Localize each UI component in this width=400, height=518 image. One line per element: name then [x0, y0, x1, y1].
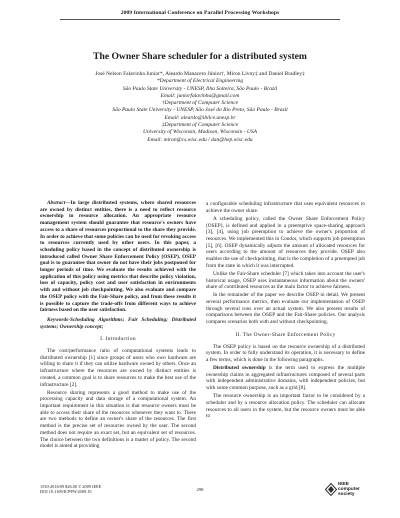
abstract: [40, 200, 196, 314]
section-heading-introduction: I. Introduction: [100, 336, 136, 343]
abstract-text: —In large distributed systems, where shared resources are owned by distinct entities, there is a need to reflect resource ownership in resource allocation. An appropriate resource management system should guarantee that resource's owners have access to a share of resources proportional to the share they provide. In order to achieve that some policies can be used for revoking access to resources currently used by other users. In this paper, a scheduling policy based in the concept of distributed ownership is introduced called Owner Share Enforcement Policy (OSEP). OSEP goal is to guarantee that owner do not have their jobs postponed for longer periods of time. We evaluate the results achieved with the application of this policy using metrics that describe policy violation, loss of capacity, policy cost and user satisfaction in environments with and without job checkpointing. We also evaluate and compare the OSEP policy with the Fair-Share policy, and from these results it is possible to capture the trade-offs from different ways to achieve fairness based on the user satisfaction.: [40, 200, 196, 314]
keywords-text: Keywords-Scheduling Algorithms; Fair Scheduling; Distributed systems; Ownership concept;: [40, 316, 196, 330]
abstract-label: Abstract: [47, 200, 66, 206]
left-column: [40, 200, 196, 451]
affiliation-2-university: São Paulo State University - UNESP, São José do Rio Preto, São Paulo - Brazil: [112, 107, 288, 114]
affiliation-1-department: *Department of Electrical Engineering: [156, 78, 244, 85]
affiliation-2-email: Email: aleardo@ibilce.unesp.br: [164, 114, 236, 121]
body-paragraph-6-text: is the term used to express the multiple ownership claims in aggregated infrastructures composed of several parts with independent administrative domains, with independent policies, but with some common purpose, such as a grid [8].: [206, 365, 365, 392]
paper-title: The Owner Share scheduler for a distributed system: [93, 51, 307, 62]
author-block: [0, 71, 400, 144]
conference-header: 2009 International Conference on Parallel Processing Workshops: [120, 10, 280, 16]
doi-line: DOI 10.1109/ICPPW.2009.19: [40, 489, 92, 495]
issn-line: 1530-2016/09 $26.00 © 2009 IEEE: [40, 484, 102, 489]
logo-text-society: society: [338, 492, 355, 497]
ieee-computer-society-logo: [325, 480, 375, 502]
affiliation-3-email: Email: miron@cs.wisc.edu / dan@hep.wisc.edu: [147, 136, 253, 143]
logo-text-computer: computer: [338, 487, 360, 492]
section-heading-osep: II. The Owner-Share Enforcement Policy: [235, 331, 336, 338]
affiliation-1-university: São Paulo State University - UNESP, Ilha Solteira, São Paulo - Brazil: [122, 85, 278, 92]
affiliation-1-email: Email: juniorfalavinha@gmail.com: [160, 92, 240, 99]
intro-paragraph-1: The cost/performance ratio of computational systems leads to distributed ownership [1] since groups of users who own hardware are willing to share it if they can utilize hardware owned by others. Once an infrastructure where the resources are owned by distinct entities is created, a common goal is to share resources to make the best use of the infrastructure [2].: [40, 348, 196, 388]
body-paragraph-7: The resource ownership is an important factor to be considered by a scheduler and by a resource allocation policy. The scheduler can allocate resources to all users in the system, but the resource owners must be able to: [206, 393, 365, 420]
body-paragraph-4: In the remainder of the paper we describe OSEP in detail. We present several performance metrics, then evaluate our implementation of OSEP through several runs over an actual system. We also present results of comparisons between the OSEP and the Fair-Share policies. Our analysis compares scenarios both with and without checkpointing.: [206, 292, 365, 326]
logo-text: [338, 482, 360, 497]
affiliation-3-department: ‡Department of Computer Science: [161, 122, 239, 129]
affiliation-3-university: University of Wisconsin, Madison, Wisconsin - USA: [143, 129, 257, 136]
body-paragraph-5: The OSEP policy is based on the resource ownership of a distributed system. In order to fully understand its operation, it is necessary to define a few terms, which is done in the following paragraphs.: [206, 343, 365, 363]
header-rule: [60, 19, 340, 20]
body-paragraph-1: a configurable scheduling infrastructure that uses equivalent resources to achieve the owner share.: [206, 201, 365, 214]
body-paragraph-3: Unlike the Fair-Share scheduler [7] which takes into account the user's historical usage, OSEP uses instantaneous information about the owners' share of contributed resources as the main factor to achieve fairness.: [206, 270, 365, 291]
affiliation-2-department: †Department of Computer Science: [161, 100, 239, 107]
body-paragraph-2: A scheduling policy, called the Owner Share Enforcement Policy (OSEP), is defined and applied in a preemptive space-sharing approach [3], [4], using job preemption to achieve the owner's proportion of resources. We implemented this in Condor, which supports job preemption [5], [6]. OSEP dynamically adjusts the amount of allocated resources for users according to the amount of resources they provide. OSEP also enables the use of checkpointing, that is the completion of a preempted job from the state in which it was interrupted.: [206, 215, 365, 269]
keywords: [40, 317, 196, 330]
body-paragraph-6: [206, 365, 365, 392]
logo-text-ieee: IEEE: [338, 482, 349, 487]
right-column: [206, 201, 365, 421]
author-names: José Nelson Falavinha Junior*, Aleardo Manacero Júnior†, Miron Livny‡ and Daniel Bradley‡: [95, 71, 305, 77]
term-distributed-ownership: Distributed ownership: [213, 365, 266, 372]
page-number: 298: [196, 487, 204, 492]
intro-paragraph-2: Resource sharing represents a good method to make use of the processing capacity and data storage of a computational system. An important requirement in this situation is that resource owners must be able to access their share of the resources whenever they want to. There are two methods to define an owner's share of the resources. The first method is the precise set of resources owned by the user. The second method does not require an exact set, but an equivalent set of resources. The choice between the two definitions is a matter of policy. The second model is aimed at providing: [40, 389, 196, 450]
ieee-diamond-icon: [325, 483, 337, 496]
